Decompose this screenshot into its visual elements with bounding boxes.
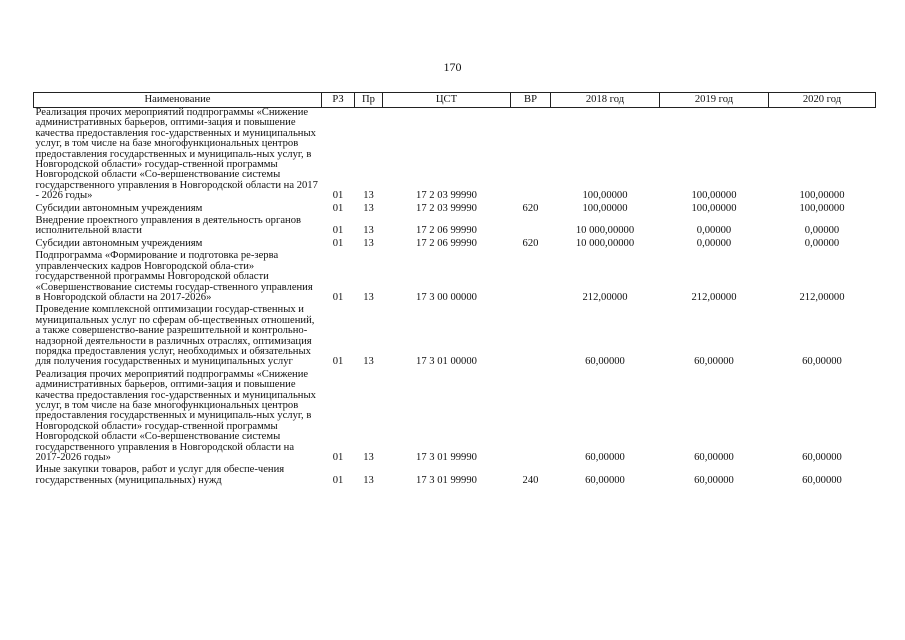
row-pr: 13 xyxy=(363,356,374,368)
row-name: Иные закупки товаров, работ и услуг для обеспе-чения государственных (муниципальных) нужд xyxy=(35,464,285,486)
row-vr xyxy=(511,370,551,466)
row-2020: 100,00000 xyxy=(799,190,845,202)
page-number: 170 xyxy=(443,60,462,74)
row-name: Внедрение проектного управления в деятельность органов исполнительной власти xyxy=(35,215,301,237)
row-pr: 13 xyxy=(363,225,374,237)
row-name: Реализация прочих мероприятий подпрограммы «Снижение административных барьеров, оптими-зация и повышение качества предоставления гос-ударственных и муниципальных услуг, в том числе на базе многофункциональных центров предоставления государственных и муниципаль-ных услуг, в Новгородской области» государ-ственной программы Новгородской области «Со-вершенствование системы государственного управления в Новгородской области на 2017 - 2026 годы» xyxy=(35,107,318,202)
row-2020: 60,00000 xyxy=(802,356,842,368)
table-row xyxy=(34,108,876,204)
row-cst: 17 3 01 99990 xyxy=(416,452,477,463)
table-header xyxy=(34,93,876,108)
row-pr: 13 xyxy=(363,202,374,214)
row-pr: 13 xyxy=(363,474,374,486)
row-2020: 212,00000 xyxy=(799,291,845,303)
header-pr: Пр xyxy=(355,93,383,108)
row-vr xyxy=(511,216,551,239)
table-row xyxy=(34,251,876,305)
row-pr: 13 xyxy=(363,237,374,249)
row-rz: 01 xyxy=(332,474,344,486)
table-row xyxy=(34,216,876,239)
row-cst: 17 2 06 99990 xyxy=(416,237,477,249)
row-name: Субсидии автономным учреждениям xyxy=(35,237,203,249)
row-2018: 10 000,00000 xyxy=(575,225,635,237)
row-cst: 17 3 01 99990 xyxy=(416,474,477,486)
row-2019: 100,00000 xyxy=(691,202,737,214)
header-year-2020: 2020 год xyxy=(769,93,876,108)
row-vr: 620 xyxy=(522,237,539,249)
row-2019: 0,00000 xyxy=(696,237,732,249)
row-2019: 100,00000 xyxy=(691,190,737,202)
row-vr xyxy=(511,305,551,369)
header-rz: РЗ xyxy=(322,93,355,108)
header-year-2018: 2018 год xyxy=(551,93,660,108)
table-row xyxy=(34,465,876,488)
row-2018: 60,00000 xyxy=(585,474,625,486)
row-name: Реализация прочих мероприятий подпрограммы «Снижение административных барьеров, оптими-зация и повышение качества предоставления гос-ударственных и муниципальных услуг, в том числе на базе многофункциональных центров предоставления государственных и муниципаль-ных услуг, в Новгородской области» государ-ственной программы Новгородской области «Со-вершенствование системы государственного управления в Новгородской области на 2017-2026 годы» xyxy=(35,368,316,463)
row-2020: 100,00000 xyxy=(799,202,845,214)
row-vr xyxy=(511,108,551,204)
row-2020: 60,00000 xyxy=(802,474,842,486)
row-name: Проведение комплексной оптимизации государ-ственных и муниципальных услуг по сферам об-щественных отношений, а также совершенство-вание разрешительной и контрольно-надзорной деятельности в различных отраслях, оптимизация порядка предоставления услуг, необходимых и обязательных для получения государственных и муниципальных услуг xyxy=(35,304,315,368)
row-2018: 60,00000 xyxy=(585,356,625,368)
header-year-2019: 2019 год xyxy=(660,93,769,108)
row-2019: 60,00000 xyxy=(694,356,734,368)
header-vr: ВР xyxy=(511,93,551,108)
row-rz: 01 xyxy=(332,190,344,202)
row-2020: 0,00000 xyxy=(804,225,840,237)
budget-table xyxy=(33,92,876,488)
header-cst: ЦСТ xyxy=(383,93,511,108)
row-2019: 212,00000 xyxy=(691,291,737,303)
row-cst: 17 2 03 99990 xyxy=(416,202,477,214)
row-2018: 10 000,00000 xyxy=(575,237,635,249)
row-rz: 01 xyxy=(332,452,344,463)
row-cst: 17 3 01 00000 xyxy=(416,356,477,368)
row-2020: 0,00000 xyxy=(804,237,840,249)
row-cst: 17 3 00 00000 xyxy=(416,291,477,303)
row-2018: 212,00000 xyxy=(582,291,628,303)
row-rz: 01 xyxy=(332,202,344,214)
header-name: Наименование xyxy=(34,93,322,108)
row-2019: 60,00000 xyxy=(694,452,734,463)
row-pr: 13 xyxy=(363,452,374,463)
row-cst: 17 2 06 99990 xyxy=(416,225,477,237)
row-name: Подпрограмма «Формирование и подготовка ре-зерва управленческих кадров Новгородской обла-сти» государственной программы Новгородской области «Совершенствование системы государ-ственного управления в Новгородской области на 2017-2026» xyxy=(35,250,313,303)
row-2020: 60,00000 xyxy=(802,452,842,463)
table-row xyxy=(34,305,876,369)
table-row xyxy=(34,370,876,466)
row-2018: 60,00000 xyxy=(585,452,625,463)
row-vr: 240 xyxy=(522,474,539,486)
row-2019: 60,00000 xyxy=(694,474,734,486)
row-rz: 01 xyxy=(332,237,344,249)
row-vr xyxy=(511,251,551,305)
row-pr: 13 xyxy=(363,190,374,202)
header-row xyxy=(34,93,876,108)
row-2018: 100,00000 xyxy=(582,190,628,202)
row-rz: 01 xyxy=(332,225,344,237)
row-pr: 13 xyxy=(363,291,374,303)
row-rz: 01 xyxy=(332,356,344,368)
row-name: Субсидии автономным учреждениям xyxy=(35,202,203,214)
table-body xyxy=(34,108,876,489)
row-rz: 01 xyxy=(332,291,344,303)
row-vr: 620 xyxy=(522,202,539,214)
row-cst: 17 2 03 99990 xyxy=(416,190,477,202)
row-2018: 100,00000 xyxy=(582,202,628,214)
row-2019: 0,00000 xyxy=(696,225,732,237)
